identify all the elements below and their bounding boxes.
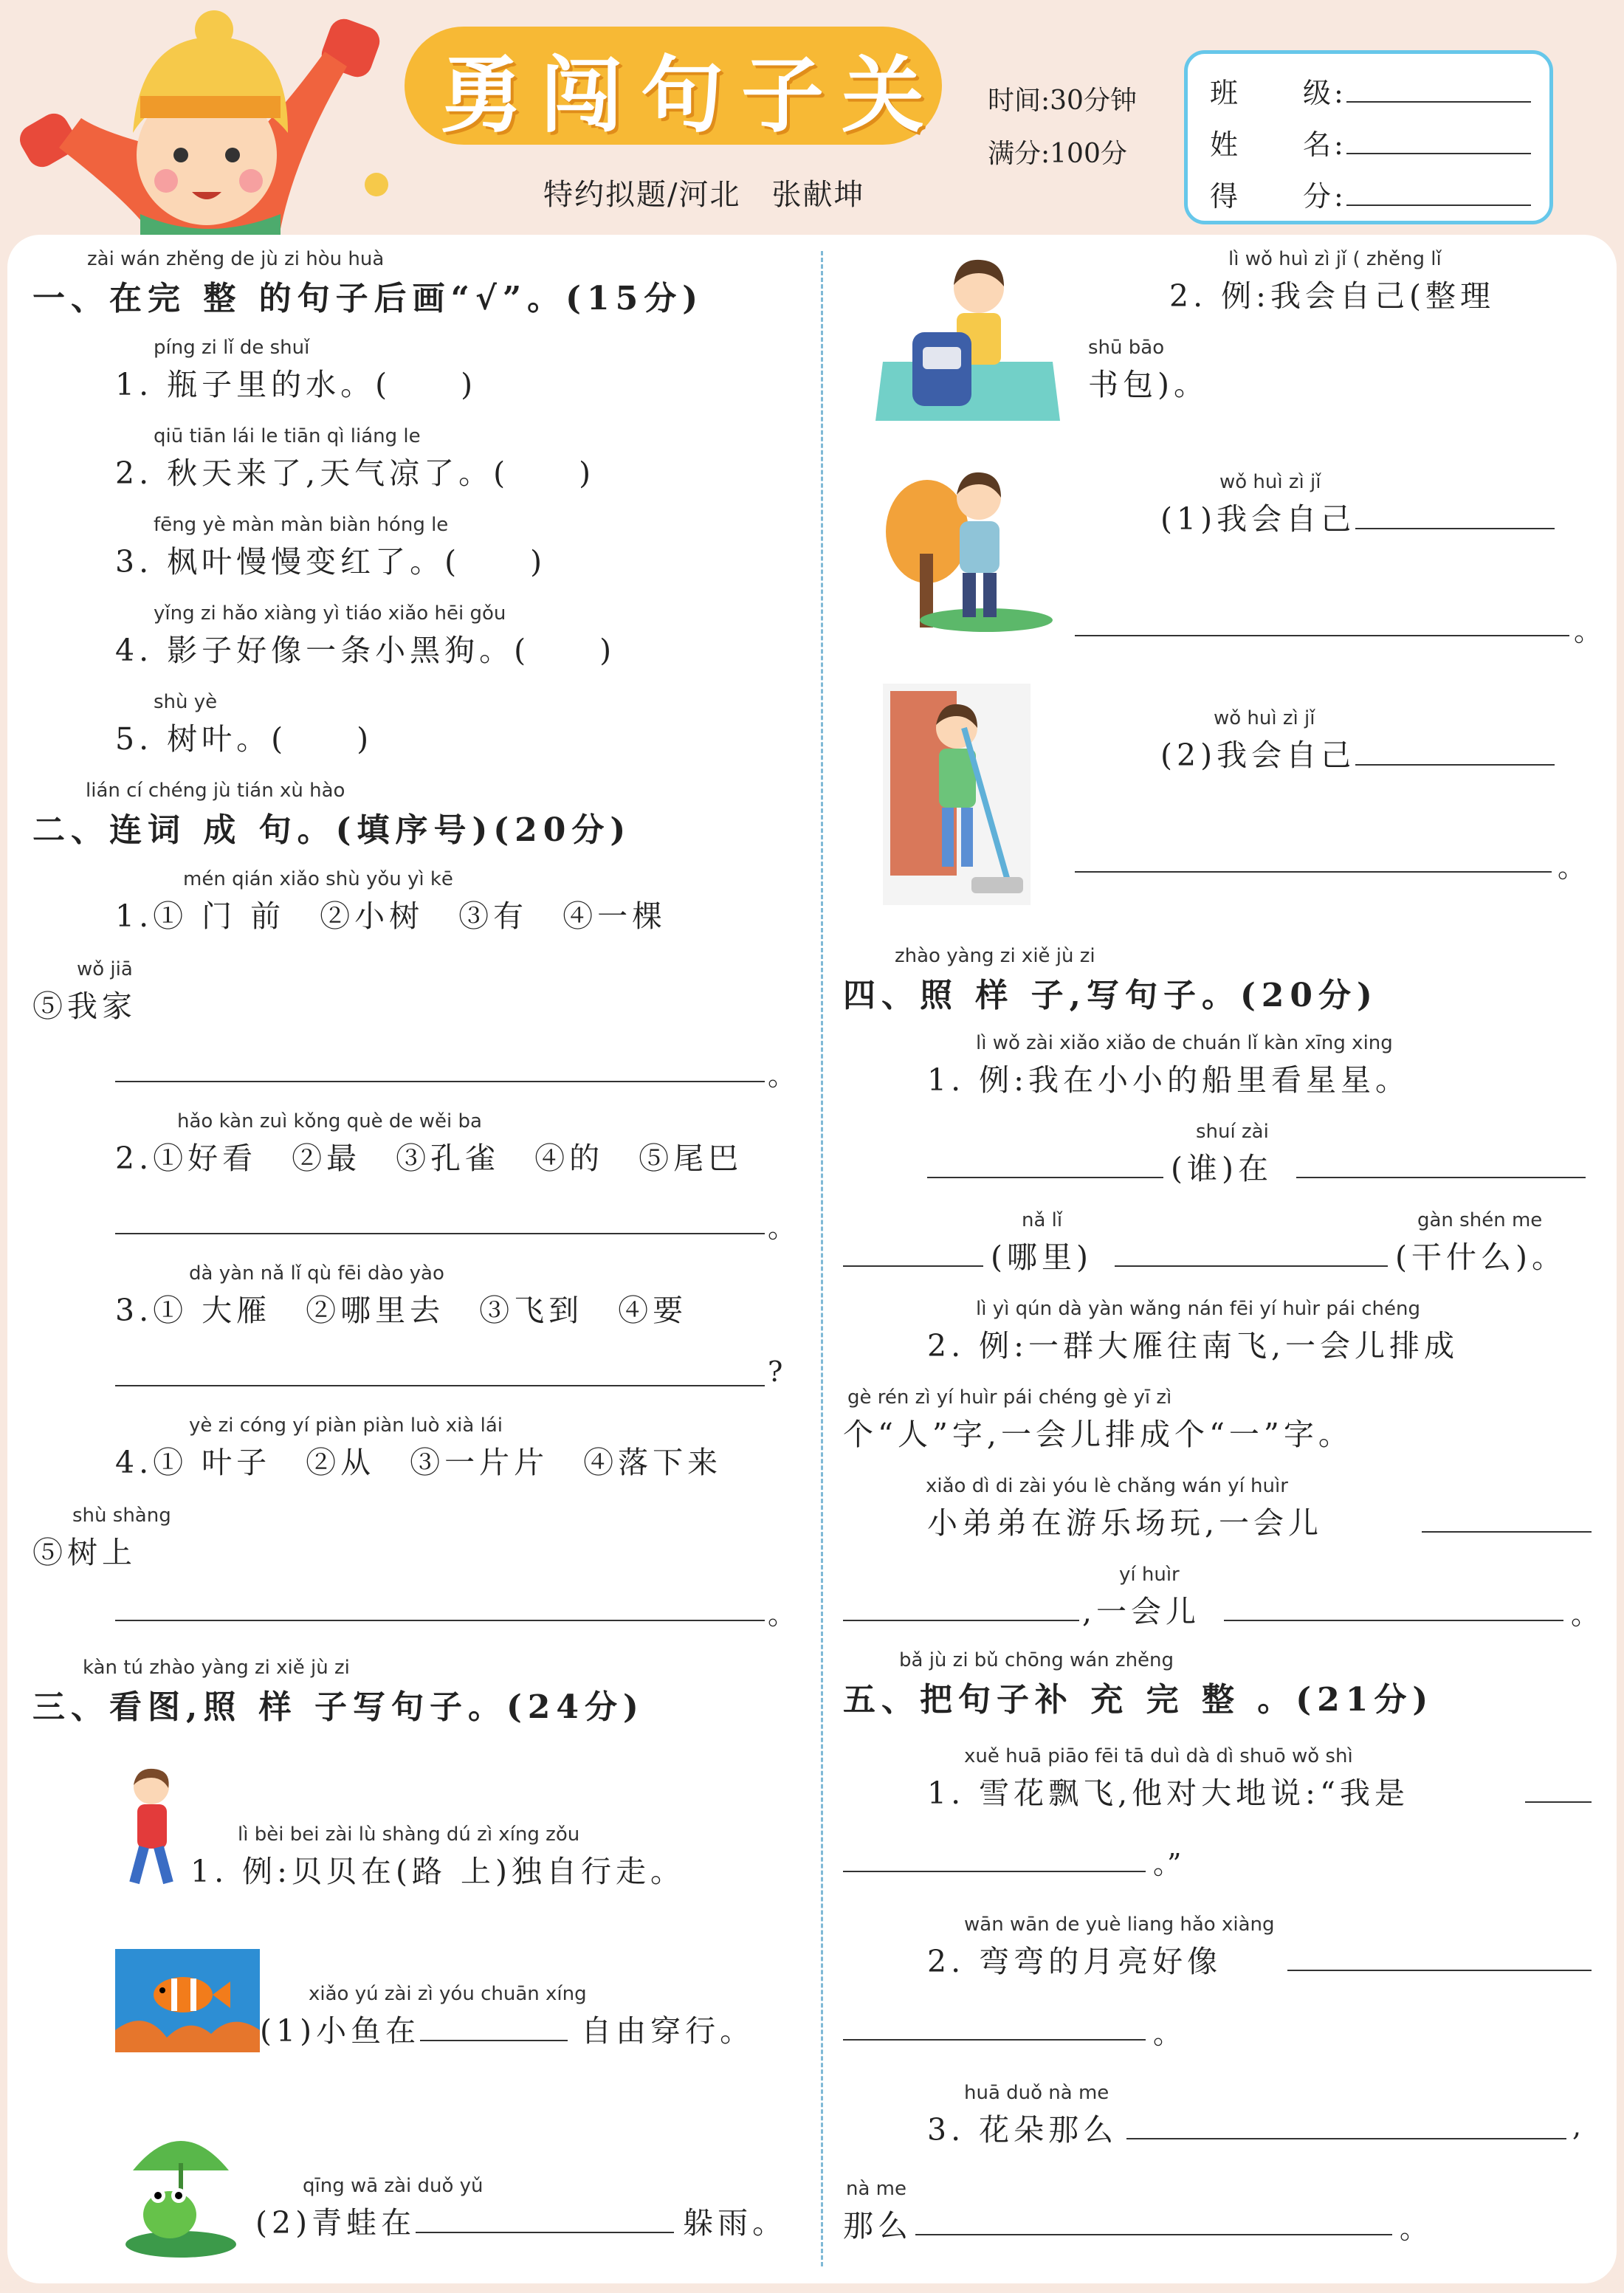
s2-q1-pinyin: mén qián xiǎo shù yǒu yì kē [183,868,453,890]
student-info-box [1184,50,1553,224]
frog-illustration [118,2119,244,2259]
class-field[interactable]: 班 级: [1210,70,1531,111]
name-field[interactable]: 姓 名: [1210,122,1531,162]
s2-q1b-pinyin: wǒ jiā [77,958,133,980]
s4-ex2b-pinyin: gè rén zì yí huìr pái chéng gè yī zì [847,1386,1172,1409]
s5-q1-end: 。” [1153,1848,1182,1880]
section-5-pinyin: bǎ jù zi bǔ chōng wán zhěng [899,1649,1174,1671]
boy-backpack-illustration [868,251,1067,421]
s5-q2-end: 。 [1153,2018,1182,2050]
s3-q3-answer-line[interactable] [1075,635,1569,636]
s3-q4-end: 。 [1558,851,1586,884]
s1-item-3[interactable]: 3. 枫叶慢慢变红了。( ) [115,544,547,580]
section-4-pinyin: zhào yàng zi xiě jù zi [895,945,1095,967]
s4-who-blank[interactable] [927,1177,1163,1178]
s4-q-middle: ,一会儿 [1082,1594,1201,1629]
s3-q2: (2)青蛙在 躲雨。 [255,2205,788,2241]
s4-example-1: 1. 例:我在小小的船里看星星。 [927,1062,1410,1098]
s3-q3: (1)我会自己 [1160,495,1555,538]
s2-q4b-words: ⑤树上 [32,1535,137,1570]
s5-q1: 1. 雪花飘飞,他对大地说:“我是 [927,1775,1409,1811]
s3-q2-pinyin: qīng wā zài duǒ yǔ [303,2175,484,2197]
s5-q2-blank-2[interactable] [843,2039,1146,2041]
s2-q1-words: 1.① 门 前 ②小树 ③有 ④一棵 [115,898,667,934]
s5-q3: 3. 花朵那么 [927,2112,1118,2148]
s5-q1-blank-1[interactable] [1525,1801,1592,1803]
s4-prefix-blank[interactable] [843,1265,983,1267]
s4-q-blank-3[interactable] [1224,1620,1563,1621]
s5-q3-pinyin: huā duǒ nà me [964,2082,1109,2104]
boy-mopping-illustration [883,684,1031,905]
s4-where-blank-2[interactable] [1115,1265,1388,1267]
s3-q4-pinyin: wǒ huì zì jǐ [1214,707,1315,729]
author-credit: 特约拟题/河北 张献坤 [543,178,865,212]
s1-item-1[interactable]: 1. 瓶子里的水。( ) [115,367,478,402]
s3-q3-blank[interactable] [1355,501,1555,529]
s4-what-label: (干什么)。 [1395,1240,1566,1275]
s1-item-4-pinyin: yǐng zi hǎo xiàng yì tiáo xiǎo hēi gǒu [154,602,506,625]
kid-illustration [15,7,399,244]
s2-q3-words: 3.① 大雁 ②哪里去 ③飞到 ④要 [115,1293,688,1328]
s2-q3-end: ? [768,1355,783,1388]
s3-q4-answer-line[interactable] [1075,871,1552,873]
s4-example-2-end: 个“人”字,一会儿排成个“一”字。 [843,1417,1353,1452]
s4-r2-pinyin-b: gàn shén me [1417,1209,1543,1231]
s2-q1b-words: ⑤我家 [32,989,137,1024]
s3-q4-blank[interactable] [1355,738,1555,766]
page-header [0,0,1624,244]
s1-item-3-pinyin: fēng yè màn màn biàn hóng le [154,514,449,536]
girl-walking-illustration [111,1764,192,1897]
s1-item-4[interactable]: 4. 影子好像一条小黑狗。( ) [115,633,616,668]
s5-q1-pinyin: xuě huā piāo fēi tā duì dà dì shuō wǒ shì [964,1745,1353,1767]
s4-qb-pinyin: yí huìr [1119,1564,1180,1586]
section-3-pinyin: kàn tú zhào yàng zi xiě jù zi [83,1657,350,1679]
s2-q4-words: 4.① 叶子 ②从 ③一片片 ④落下来 [115,1445,723,1480]
s1-item-5[interactable]: 5. 树叶。( ) [115,721,374,757]
section-5-title: 五、把句子补 充 完 整 。(21分) [843,1681,1434,1719]
s5-q2: 2. 弯弯的月亮好像 [927,1944,1222,1979]
section-1-title: 一、在完 整 的句子后画“√”。(15分) [32,280,704,317]
page-title: 勇闯句子关 [440,48,942,144]
s2-q2-words: 2.①好看 ②最 ③孔雀 ④的 ⑤尾巴 [115,1141,743,1176]
s1-item-5-pinyin: shù yè [154,691,218,713]
s3-example-pinyin: lì bèi bei zài lù shàng dú zì xíng zǒu [238,1823,580,1846]
s2-q2-pinyin: hǎo kàn zuì kǒng què de wěi ba [177,1110,482,1132]
s2-q4b-pinyin: shù shàng [72,1505,171,1527]
s5-q2-pinyin: wān wān de yuè liang hǎo xiàng [964,1914,1275,1936]
s3-example: 1. 例:贝贝在(路 上)独自行走。 [190,1854,685,1889]
s4-ex2-pinyin: lì yì qún dà yàn wǎng nán fēi yí huìr pái chéng [976,1298,1420,1320]
s2-q2-answer-line[interactable] [115,1233,765,1234]
section-3-title: 三、看图,照 样 子写句子。(24分) [32,1688,644,1726]
boy-sweeping-leaves-illustration [883,465,1060,635]
section-2-title: 二、连词 成 句。(填序号)(20分) [32,811,632,849]
s5-q3-comma: , [1572,2110,1582,2142]
s5-q3-end: 。 [1400,2213,1428,2245]
s2-q4-pinyin: yè zi cóng yí piàn piàn luò xià lái [189,1414,503,1437]
s4-q-end: 。 [1571,1598,1600,1631]
s2-q2-end: 。 [768,1211,796,1244]
s3-example-2-end: 书包)。 [1088,367,1208,402]
s5-q3b-pinyin: nà me [846,2178,906,2200]
s2-q3-answer-line[interactable] [115,1385,765,1386]
s3-q1-blank[interactable] [420,2013,568,2041]
s4-where-label: (哪里) [991,1240,1093,1275]
s3-q3-end: 。 [1574,615,1603,647]
s2-q4-end: 。 [768,1598,796,1631]
s5-q3-blank-2[interactable] [915,2234,1392,2235]
s5-q2-blank-1[interactable] [1287,1970,1592,1971]
s4-r1-pinyin: shuí zài [1196,1121,1269,1143]
score-field[interactable]: 得 分: [1210,173,1531,214]
s3-q3-pinyin: wǒ huì zì jǐ [1219,471,1321,493]
s5-q3b: 那么 [843,2208,912,2244]
s4-q-pinyin: xiǎo dì di zài yóu lè chǎng wán yí huìr [926,1475,1288,1497]
s5-q1-blank-2[interactable] [843,1871,1146,1872]
s2-q1-answer-line[interactable] [115,1081,765,1082]
s5-q3-blank-1[interactable] [1126,2138,1566,2139]
s1-item-1-pinyin: píng zi lǐ de shuǐ [154,337,310,359]
full-marks: 满分:100分 [988,139,1127,169]
s4-who-label: (谁)在 [1171,1151,1273,1186]
clownfish-illustration [115,1949,260,2052]
s4-question: 小弟弟在游乐场玩,一会儿 [927,1505,1324,1541]
s3-ex2-pinyin: lì wǒ huì zì jǐ ( zhěng lǐ [1228,248,1442,270]
section-1-pinyin: zài wán zhěng de jù zi hòu huà [87,248,385,270]
s4-where-blank-1[interactable] [1296,1177,1586,1178]
s2-q3-pinyin: dà yàn nǎ lǐ qù fēi dào yào [189,1262,444,1285]
s2-q4-answer-line[interactable] [115,1620,765,1621]
s1-item-2[interactable]: 2. 秋天来了,天气凉了。( ) [115,455,596,491]
time-limit: 时间:30分钟 [988,86,1137,116]
s3-q1-pinyin: xiǎo yú zài zì yóu chuān xíng [309,1983,587,2005]
s4-q-blank-1[interactable] [1422,1531,1592,1533]
s3-q1: (1)小鱼在 自由穿行。 [260,2013,755,2049]
s4-r2-pinyin-a: nǎ lǐ [1022,1209,1063,1231]
column-divider [821,251,823,2266]
s4-q-blank-2[interactable] [843,1620,1079,1621]
s4-ex1-pinyin: lì wǒ zài xiǎo xiǎo de chuán lǐ kàn xīng xing [976,1032,1393,1054]
section-2-pinyin: lián cí chéng jù tián xù hào [86,780,345,802]
s3-q4: (2)我会自己 [1160,731,1555,774]
s2-q1-end: 。 [768,1059,796,1092]
s3-ex2b-pinyin: shū bāo [1088,337,1165,359]
section-4-title: 四、照 样 子,写句子。(20分) [843,977,1378,1014]
s3-q2-blank[interactable] [416,2205,674,2233]
s1-item-2-pinyin: qiū tiān lái le tiān qì liáng le [154,425,421,447]
s4-example-2: 2. 例:一群大雁往南飞,一会儿排成 [927,1328,1459,1364]
s3-example-2: 2. 例:我会自己(整理 [1169,278,1495,314]
